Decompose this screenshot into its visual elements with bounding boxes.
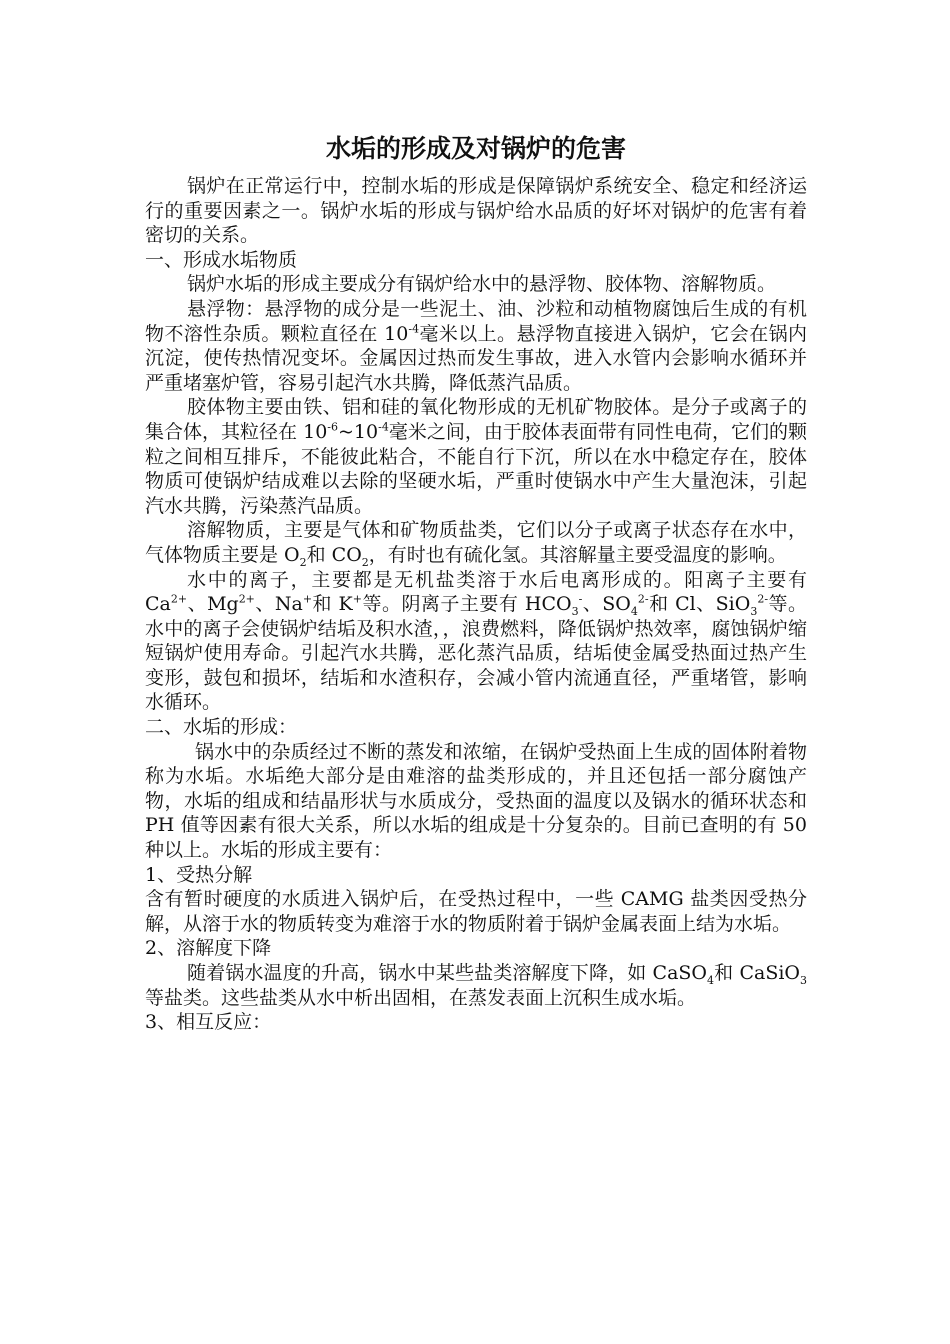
subsection-1-heading: 1、受热分解	[145, 863, 253, 886]
subsection-2-text: 随着锅水温度的升高，锅水中某些盐类溶解度下降，如 CaSO$_4$和 CaSiO$_3$等盐类。这些盐类从水中析出固相，在蒸发表面上沉积生成水垢。	[145, 962, 808, 1009]
document-title: 水垢的形成及对锅炉的危害	[325, 134, 626, 163]
dissolved-matter-paragraph: 溶解物质，主要是气体和矿物质盐类，它们以分子或离子状态存在水中，气体物质主要是 $O_2$和 $CO_2$，有时也有硫化氢。其溶解量主要受温度的影响。	[145, 519, 807, 569]
suspended-matter-paragraph: 悬浮物：悬浮物的成分是一些泥土、油、沙粒和动植物腐蚀后生成的有机物不溶性杂质。颗粒直径在 $10^{-4}$毫米以上。悬浮物直接进入锅炉，它会在锅内沉淀，使传热情况变坏。金属因过热而发生事故，进入水管内会影响水循环并严重堵塞炉管，容易引起汽水共腾，降低蒸汽品质。	[145, 297, 807, 394]
section-2-paragraph-1: 锅水中的杂质经过不断的蒸发和浓缩，在锅炉受热面上生成的固体附着物称为水垢。水垢绝大部分是由难溶的盐类形成的，并且还包括一部分腐蚀产物，水垢的组成和结晶形状与水质成分，受热面的温度以及锅水的循环状态和 PH 值等因素有很大关系，所以水垢的组成是十分复杂的。目前已查明的有 50 种以上。水垢的形成主要有：	[145, 740, 807, 862]
section-1-heading: 一、形成水垢物质	[145, 248, 298, 271]
subsection-2-heading: 2、溶解度下降	[145, 937, 272, 960]
section-1-paragraph-1: 锅炉水垢的形成主要成分有锅炉给水中的悬浮物、胶体物、溶解物质。	[187, 273, 777, 296]
colloid-paragraph: 胶体物主要由铁、铝和硅的氧化物形成的无机矿物胶体。是分子或离子的集合体，其粒径在 $10^{-6}\sim 10^{-4}$毫米之间，由于胶体表面带有同性电荷，它们的颗粒之间相互排斥，不能彼此粘合，不能自行下沉，所以在水中稳定存在，胶体物质可使锅炉结成难以去除的坚硬水垢，严重时使锅水中产生大量泡沫，引起汽水共腾，污染蒸汽品质。	[145, 396, 807, 517]
subsection-3-heading: 3、相互反应：	[145, 1011, 272, 1034]
document-page	[145, 128, 807, 1035]
subsection-1-text: 含有暂时硬度的水质进入锅炉后，在受热过程中，一些 CAMG 盐类因受热分解，从溶于水的物质转变为难溶于水的物质附着于锅炉金属表面上结为水垢。	[145, 888, 807, 935]
ions-paragraph: 水中的离子，主要都是无机盐类溶于水后电离形成的。阳离子主要有 $Ca^{2+}$、$Mg^{2+}$、Na+和 K+等。阴离子主要有 $HCO_3^-$、$SO_4^{2-}$和 Cl、SiO$_3^{2-}$等。水中的离子会使锅炉结垢及积水渣，，浪费燃料，降低锅炉热效率，腐蚀锅炉缩短锅炉使用寿命。引起汽水共腾，恶化蒸汽品质，结垢使金属受热面过热产生变形，鼓包和损坏，结垢和水渣积存，会减小管内流通直径，严重堵管，影响水循环。	[145, 568, 808, 714]
intro-paragraph: 锅炉在正常运行中，控制水垢的形成是保障锅炉系统安全、稳定和经济运行的重要因素之一。锅炉水垢的形成与锅炉给水品质的好坏对锅炉的危害有着密切的关系。	[145, 175, 807, 247]
section-2-heading: 二、水垢的形成：	[145, 716, 298, 739]
